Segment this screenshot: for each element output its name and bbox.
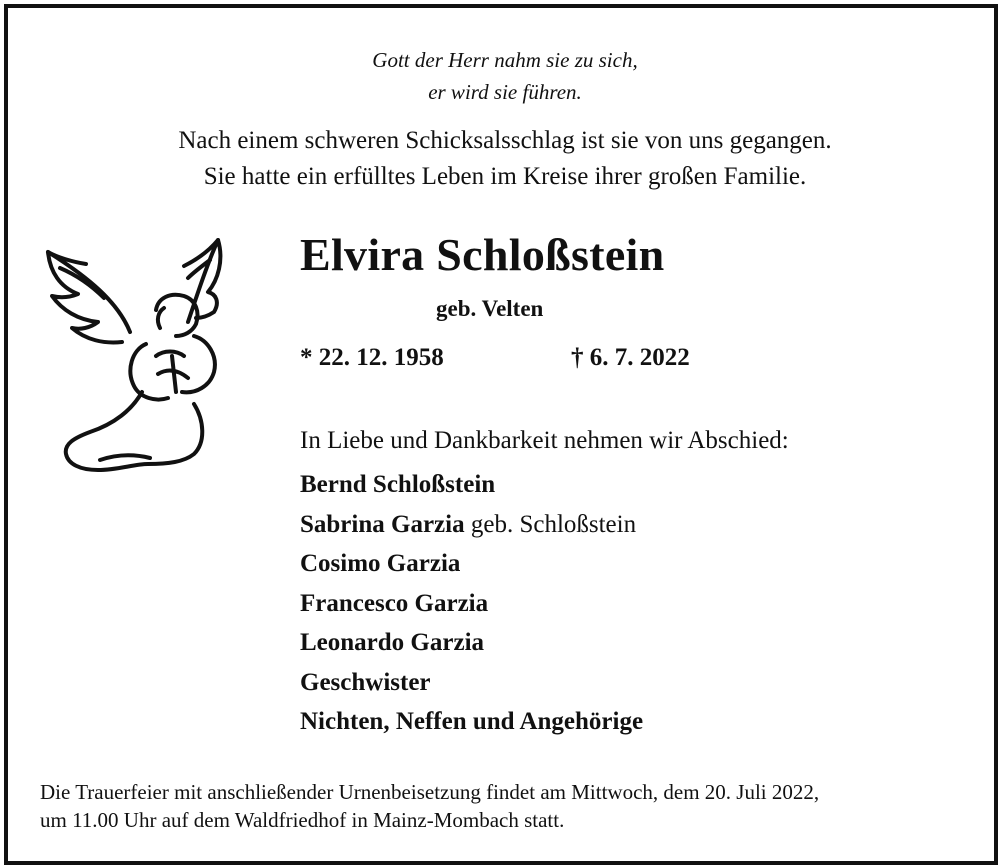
angel-icon xyxy=(38,232,228,482)
mourners-list xyxy=(300,465,643,742)
mourner-name: Geschwister xyxy=(300,668,431,696)
mourner-item xyxy=(300,702,643,742)
mourner-name: Sabrina Garzia xyxy=(300,510,465,538)
mourner-suffix: geb. Schloßstein xyxy=(464,510,637,538)
mourner-item xyxy=(300,505,643,545)
mourner-item xyxy=(300,584,643,624)
mourner-name: Francesco Garzia xyxy=(300,589,489,617)
mourner-item xyxy=(300,623,643,663)
mourner-name: Bernd Schloßstein xyxy=(300,471,496,498)
mourner-name: Nichten, Neffen und Angehörige xyxy=(300,708,644,735)
funeral-service-info xyxy=(40,778,990,834)
intro-line-2: Sie hatte ein erfülltes Leben im Kreise ihrer großen Familie. xyxy=(203,163,807,190)
bible-quote-line-1: Gott der Herr nahm sie zu sich, xyxy=(372,48,638,72)
mourner-name: Cosimo Garzia xyxy=(300,550,461,577)
service-line-2: um 11.00 Uhr auf dem Waldfriedhof in Mainz-Mombach statt. xyxy=(40,808,565,832)
obituary-frame xyxy=(4,4,998,865)
mourner-name: Leonardo Garzia xyxy=(300,629,485,656)
intro-line-1: Nach einem schweren Schicksalsschlag ist sie von uns gegangen. xyxy=(178,127,832,154)
mourner-item xyxy=(300,465,643,505)
mourner-item xyxy=(300,663,643,703)
bible-quote-line-2: er wird sie führen. xyxy=(428,80,582,104)
mourner-item xyxy=(300,544,643,584)
death-date: † 6. 7. 2022 xyxy=(571,344,690,371)
farewell-text: In Liebe und Dankbarkeit nehmen wir Abschied: xyxy=(300,427,789,454)
service-line-1: Die Trauerfeier mit anschließender Urnenbeisetzung findet am Mittwoch, dem 20. Juli 2022, xyxy=(40,780,820,804)
deceased-name: Elvira Schloßstein xyxy=(300,229,665,280)
birth-name: geb. Velten xyxy=(436,296,544,321)
birth-date: * 22. 12. 1958 xyxy=(300,344,444,371)
